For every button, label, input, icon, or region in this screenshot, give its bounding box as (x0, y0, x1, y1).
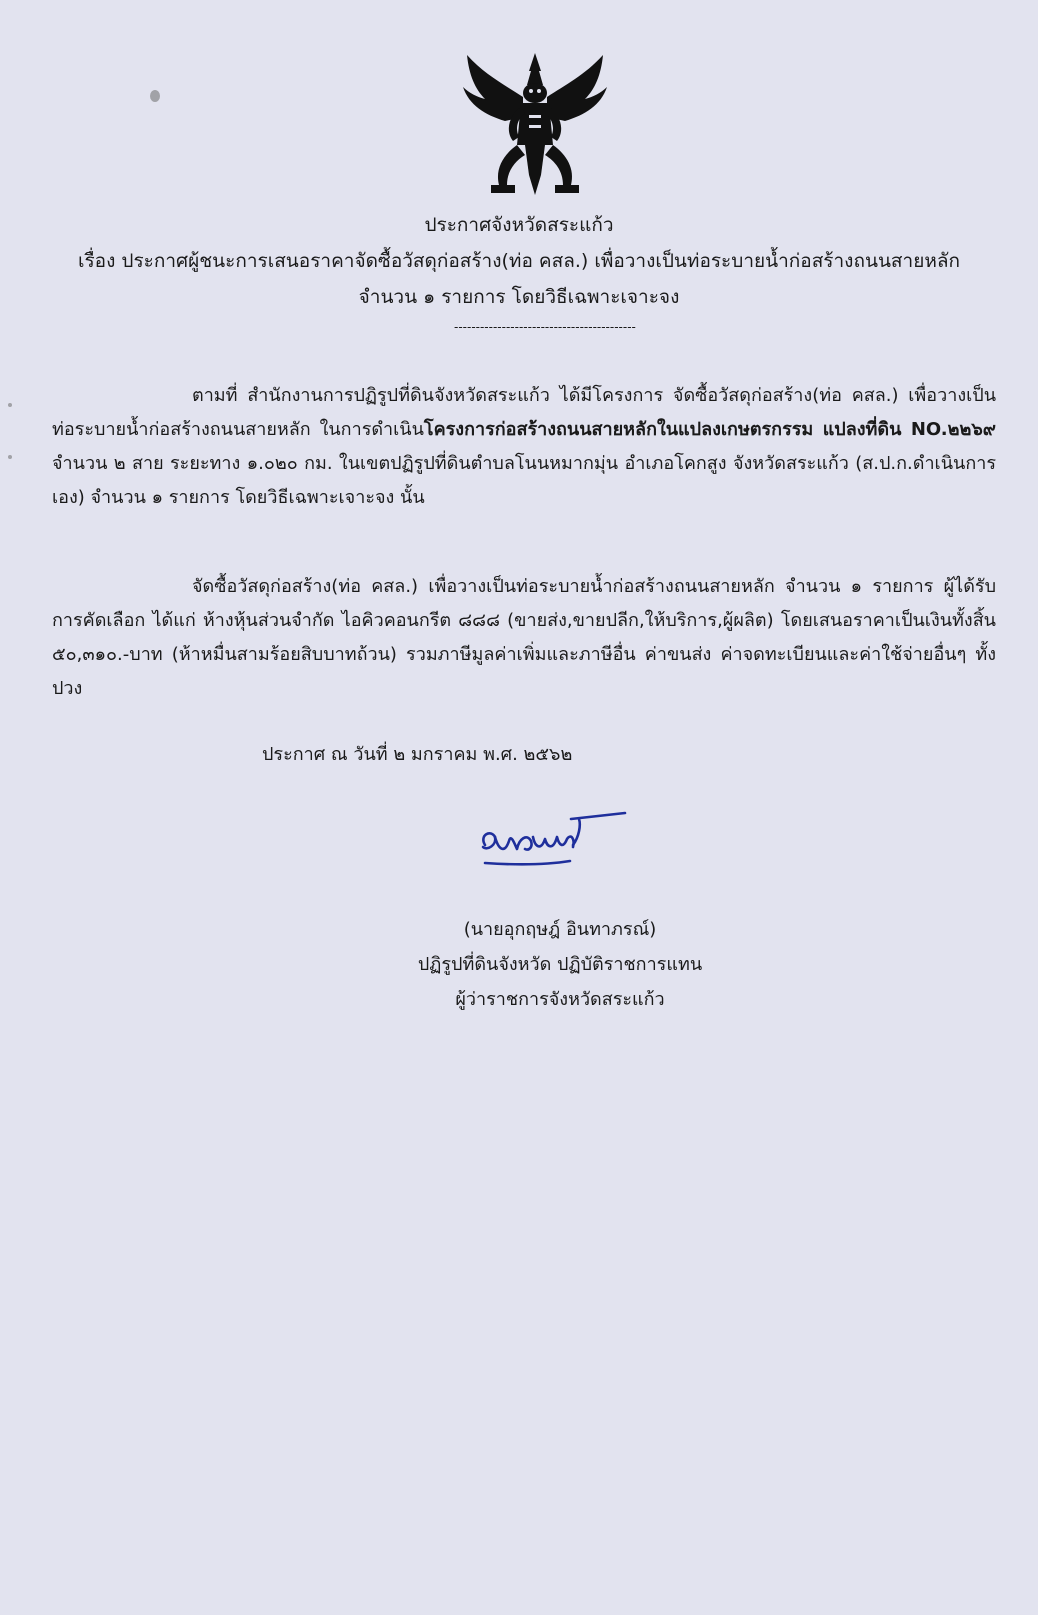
scan-speck (8, 455, 12, 459)
p2-text: จัดซื้อวัสดุก่อสร้าง(ท่อ คสล.) เพื่อวางเป็นท่อระบายน้ำก่อสร้างถนนสายหลัก จำนวน ๑ รายการ ผู้ได้รับการคัดเลือก ได้แก่ ห้างหุ้นส่วนจำกัด ไอคิวคอนกรีต ๘๘๘ (ขายส่ง,ขายปลีก,ให้บริการ,ผู้ผลิต) โดยเสนอราคาเป็นเงินทั้งสิ้น ๕๐,๓๑๐.-บาท (ห้าหมื่นสามร้อยสิบบาทถ้วน) รวมภาษีมูลค่าเพิ่มและภาษีอื่น ค่าขนส่ง ค่าจดทะเบียนและค่าใช้จ่ายอื่นๆ ทั้งปวง (52, 576, 996, 699)
p1-project-name: โครงการก่อสร้างถนนสายหลักในแปลงเกษตรกรรม แปลงที่ดิน NO.๒๒๖๙ (423, 419, 996, 440)
scan-speck (8, 403, 12, 407)
subject-line: เรื่อง ประกาศผู้ชนะการเสนอราคาจัดซื้อวัสดุก่อสร้าง(ท่อ คสล.) เพื่อวางเป็นท่อระบายน้ำก่อสร้างถนนสายหลัก (77, 250, 960, 272)
agency-title: ประกาศจังหวัดสระแก้ว (424, 214, 614, 236)
signatory-name: (นายอุกฤษฎ์ อินทาภรณ์) (463, 919, 657, 940)
body-paragraph-1 (52, 379, 996, 515)
subject-line-2: จำนวน ๑ รายการ โดยวิธีเฉพาะเจาะจง (358, 286, 680, 308)
body-paragraph-2 (52, 570, 996, 706)
scan-speck (150, 90, 160, 102)
separator-rule: ------------------------------------------ (454, 320, 636, 334)
announcement-date: ประกาศ ณ วันที่ ๒ มกราคม พ.ศ. ๒๕๖๒ (262, 744, 573, 765)
p1-text-b: จำนวน ๒ สาย ระยะทาง ๑.๐๒๐ กม. ในเขตปฏิรูปที่ดินตำบลโนนหมากมุ่น อำเภอโคกสูง จังหวัดสระแก้ว (ส.ป.ก.ดำเนินการเอง) จำนวน ๑ รายการ โดยวิธีเฉพาะเจาะจง นั้น (52, 453, 996, 508)
handwritten-signature-icon (475, 815, 650, 895)
garuda-emblem-icon (455, 45, 615, 205)
signatory-position: ปฏิรูปที่ดินจังหวัด ปฏิบัติราชการแทน (417, 954, 703, 975)
signatory-title: ผู้ว่าราชการจังหวัดสระแก้ว (455, 989, 665, 1010)
p1-text-a: ตามที่ สำนักงานการปฏิรูปที่ดินจังหวัดสระแก้ว ได้มีโครงการ จัดซื้อวัสดุก่อสร้าง(ท่อ คสล.) เพื่อวางเป็นท่อระบายน้ำก่อสร้างถนนสายหลัก ในการดำเนิน (52, 385, 996, 440)
